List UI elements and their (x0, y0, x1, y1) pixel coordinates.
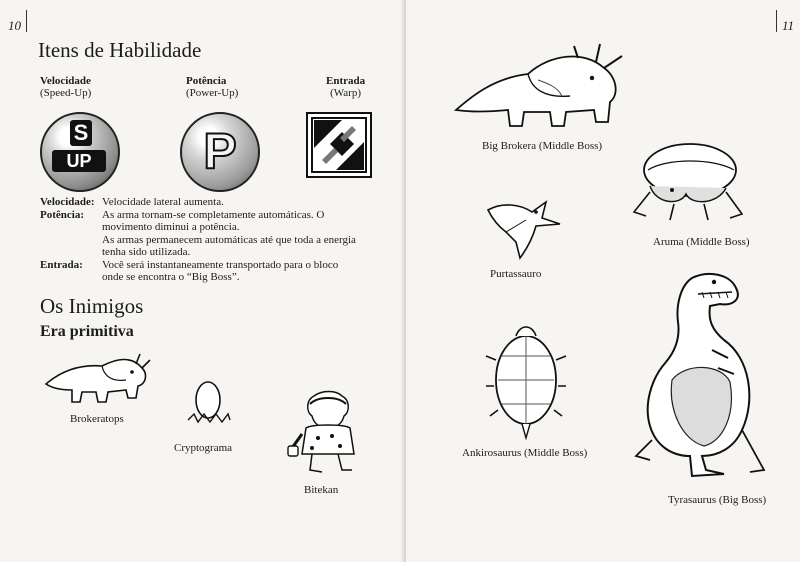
item-speed-name: Velocidade (40, 75, 91, 87)
desc-power-cont-key (40, 234, 102, 259)
item-speed-alias: (Speed-Up) (40, 87, 92, 99)
big-brokera-illustration (454, 40, 624, 132)
speed-up-orb-icon (40, 112, 120, 192)
enemy-label-tyrasaurus: Tyrasaurus (Big Boss) (668, 494, 767, 506)
desc-speed-text: Velocidade lateral aumenta. (102, 196, 224, 208)
page-number-right: 11 (782, 18, 795, 33)
ankirosaurus-illustration (486, 320, 566, 440)
page-number-rule (26, 10, 27, 32)
item-power-alias: (Power-Up) (186, 87, 239, 99)
enemy-label-cryptograma: Cryptograma (174, 442, 233, 454)
desc-warp (40, 259, 360, 284)
desc-speed (40, 196, 360, 209)
enemy-label-brokeratops: Brokeratops (70, 413, 124, 425)
brokeratops-illustration (42, 350, 152, 410)
section-title-items: Itens de Habilidade (38, 38, 202, 62)
item-descriptions (40, 196, 360, 284)
item-warp-alias: (Warp) (330, 87, 361, 99)
era-title: Era primitiva (40, 323, 134, 340)
right-page (406, 0, 800, 562)
item-speed-header (40, 75, 91, 99)
enemy-label-purtassauro: Purtassauro (490, 268, 542, 280)
item-warp-name: Entrada (326, 75, 366, 87)
desc-warp-text: Você será instantaneamente transportado para o bloco onde se encontra o “Big Boss”. (102, 258, 339, 283)
power-up-orb-icon (180, 112, 260, 192)
section-title-enemies: Os Inimigos (40, 294, 144, 318)
enemy-label-ankirosaurus: Ankirosaurus (Middle Boss) (462, 447, 588, 459)
desc-power-cont-text: As armas permanecem automáticas até que toda a energia tenha sido utilizada. (102, 233, 356, 258)
enemy-label-bitekan: Bitekan (304, 484, 339, 496)
desc-power (40, 209, 360, 234)
tyrasaurus-illustration (632, 270, 772, 480)
desc-warp-key: Entrada: (40, 258, 83, 271)
power-up-letter-icon: P (203, 123, 237, 179)
desc-power-cont (40, 234, 360, 259)
bitekan-illustration (288, 390, 368, 478)
item-power-name: Potência (186, 75, 227, 87)
warp-icon (306, 112, 372, 178)
item-power-header (186, 75, 238, 99)
page-number-rule-right (776, 10, 777, 32)
speed-up-label-icon: UP (52, 150, 106, 172)
desc-speed-key: Velocidade: (40, 196, 95, 208)
aruma-illustration (626, 142, 746, 224)
cryptograma-illustration (180, 378, 240, 434)
page-number-left: 10 (8, 18, 21, 33)
enemy-label-aruma: Aruma (Middle Boss) (653, 236, 750, 248)
speed-up-letter-icon: S (70, 120, 92, 146)
item-warp-header (326, 75, 365, 99)
purtassauro-illustration (486, 196, 566, 266)
desc-power-key: Potência: (40, 208, 84, 221)
enemy-label-big-brokera: Big Brokera (Middle Boss) (482, 140, 603, 152)
desc-power-text: As arma tornam-se completamente automáticas. O movimento diminui a potência. (102, 208, 325, 233)
